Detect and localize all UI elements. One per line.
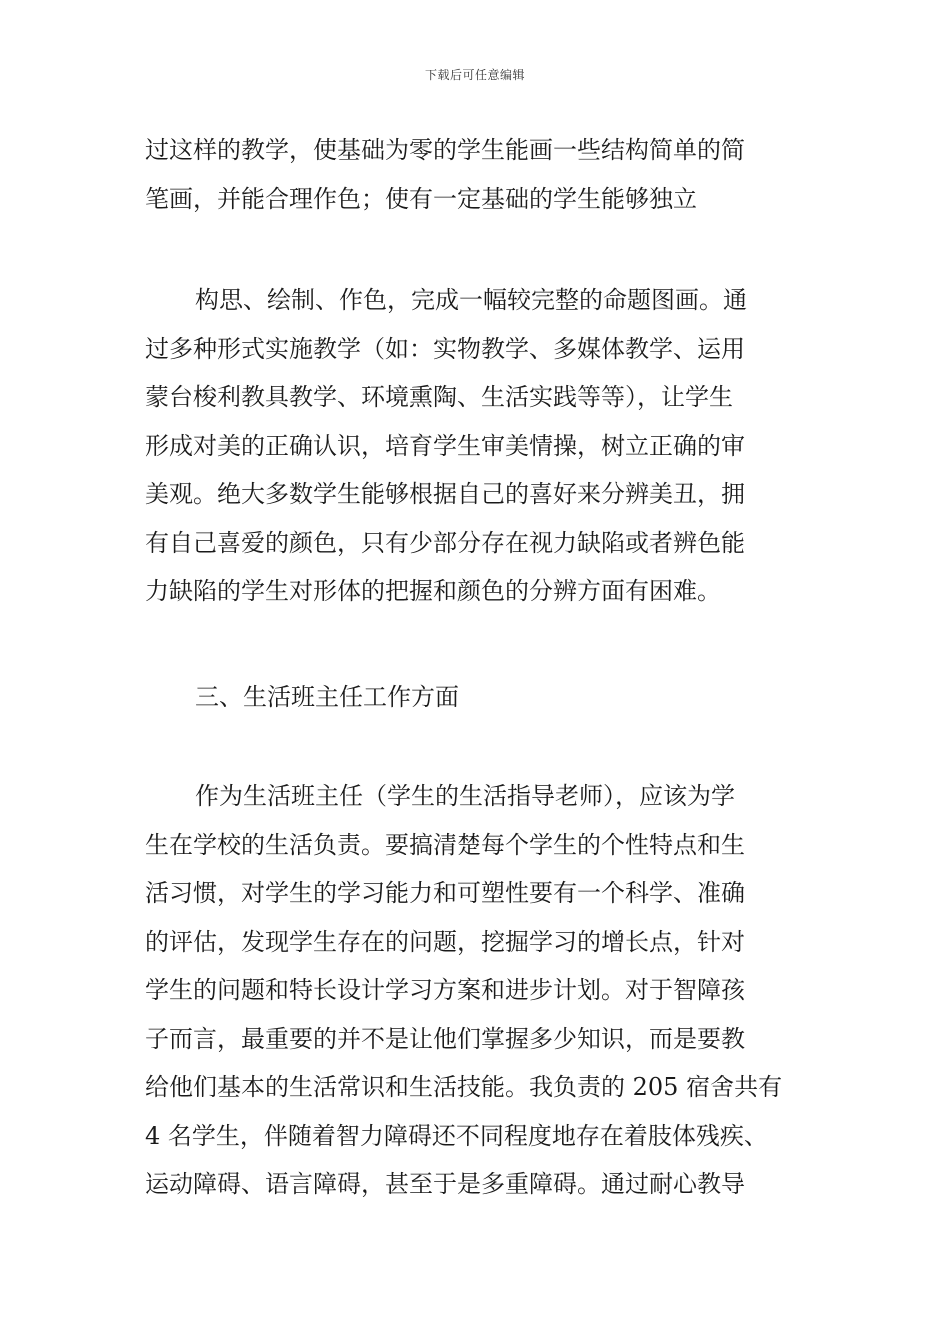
section-heading (145, 673, 815, 722)
text-line: 学生的问题和特长设计学习方案和进步计划。对于智障孩 (145, 976, 745, 1004)
section-heading-text: 三、生活班主任工作方面 (195, 683, 459, 711)
text-line: 生在学校的生活负责。要搞清楚每个学生的个性特点和生 (145, 830, 745, 859)
text-line: 形成对美的正确认识，培育学生审美情操，树立正确的审 (145, 431, 745, 460)
text-line: 有自己喜爱的颜色，只有少部分存在视力缺陷或者辨色能 (145, 528, 745, 557)
text-line: 构思、绘制、作色，完成一幅较完整的命题图画。通 (195, 286, 747, 314)
text-line: 蒙台梭利教具教学、环境熏陶、生活实践等等），让学生 (145, 383, 733, 411)
text-line: 作为生活班主任（学生的生活指导老师），应该为学 (195, 782, 735, 810)
paragraph-continued (145, 126, 815, 223)
page-header: 下载后可任意编辑 (424, 68, 525, 82)
text-line: 给他们基本的生活常识和生活技能。我负责的 205 宿舍共有 (145, 1073, 783, 1101)
text-line: 4 名学生，伴随着智力障碍还不同程度地存在着肢体残疾、 (145, 1121, 768, 1150)
paragraph-life-teacher (145, 772, 815, 1209)
text-line: 美观。绝大多数学生能够根据自己的喜好来分辨美丑，拥 (145, 480, 745, 508)
paragraph-art-teaching (145, 276, 815, 616)
text-line: 力缺陷的学生对形体的把握和颜色的分辨方面有困难。 (145, 577, 721, 605)
text-line: 过这样的教学，使基础为零的学生能画一些结构简单的简 (145, 136, 745, 164)
text-line: 运动障碍、语言障碍，甚至于是多重障碍。通过耐心教导 (145, 1170, 745, 1198)
text-line: 笔画，并能合理作色；使有一定基础的学生能够独立 (145, 184, 697, 213)
text-line: 的评估，发现学生存在的问题，挖掘学习的增长点，针对 (145, 927, 745, 956)
text-line: 子而言，最重要的并不是让他们掌握多少知识，而是要教 (145, 1024, 745, 1053)
text-line: 活习惯，对学生的学习能力和可塑性要有一个科学、准确 (145, 879, 745, 907)
text-line: 过多种形式实施教学（如：实物教学、多媒体教学、运用 (145, 334, 745, 363)
